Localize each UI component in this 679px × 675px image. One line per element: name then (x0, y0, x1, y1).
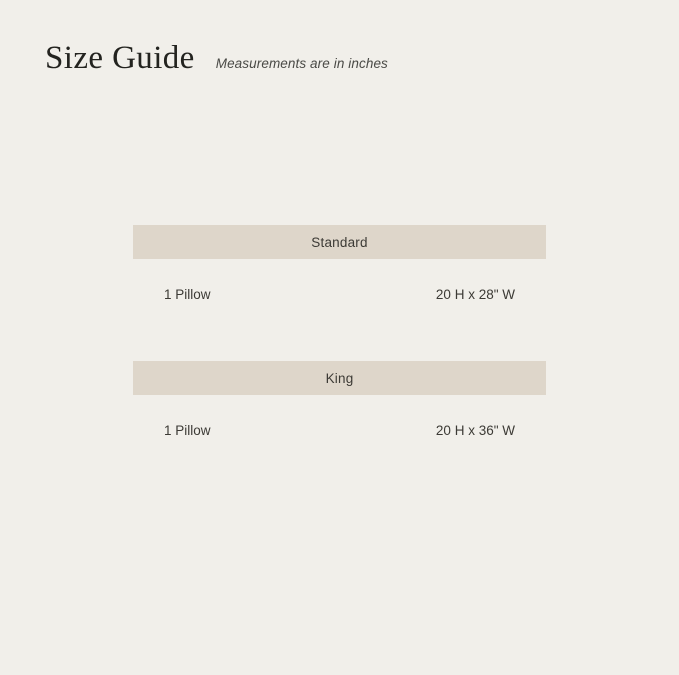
table-row (133, 413, 546, 447)
page-header (45, 40, 388, 76)
section-header-label: King (325, 370, 354, 386)
row-value: 20 H x 36" W (435, 422, 515, 438)
page-title: Size Guide (45, 40, 195, 76)
row-value: 20 H x 28" W (435, 286, 515, 302)
section-header-king (133, 361, 546, 395)
size-section-king (133, 361, 546, 447)
row-label: 1 Pillow (164, 286, 211, 302)
page-subtitle: Measurements are in inches (215, 56, 388, 71)
row-label: 1 Pillow (164, 422, 211, 438)
size-section-standard (133, 225, 546, 311)
table-row (133, 277, 546, 311)
section-header-standard (133, 225, 546, 259)
section-header-label: Standard (311, 234, 368, 250)
